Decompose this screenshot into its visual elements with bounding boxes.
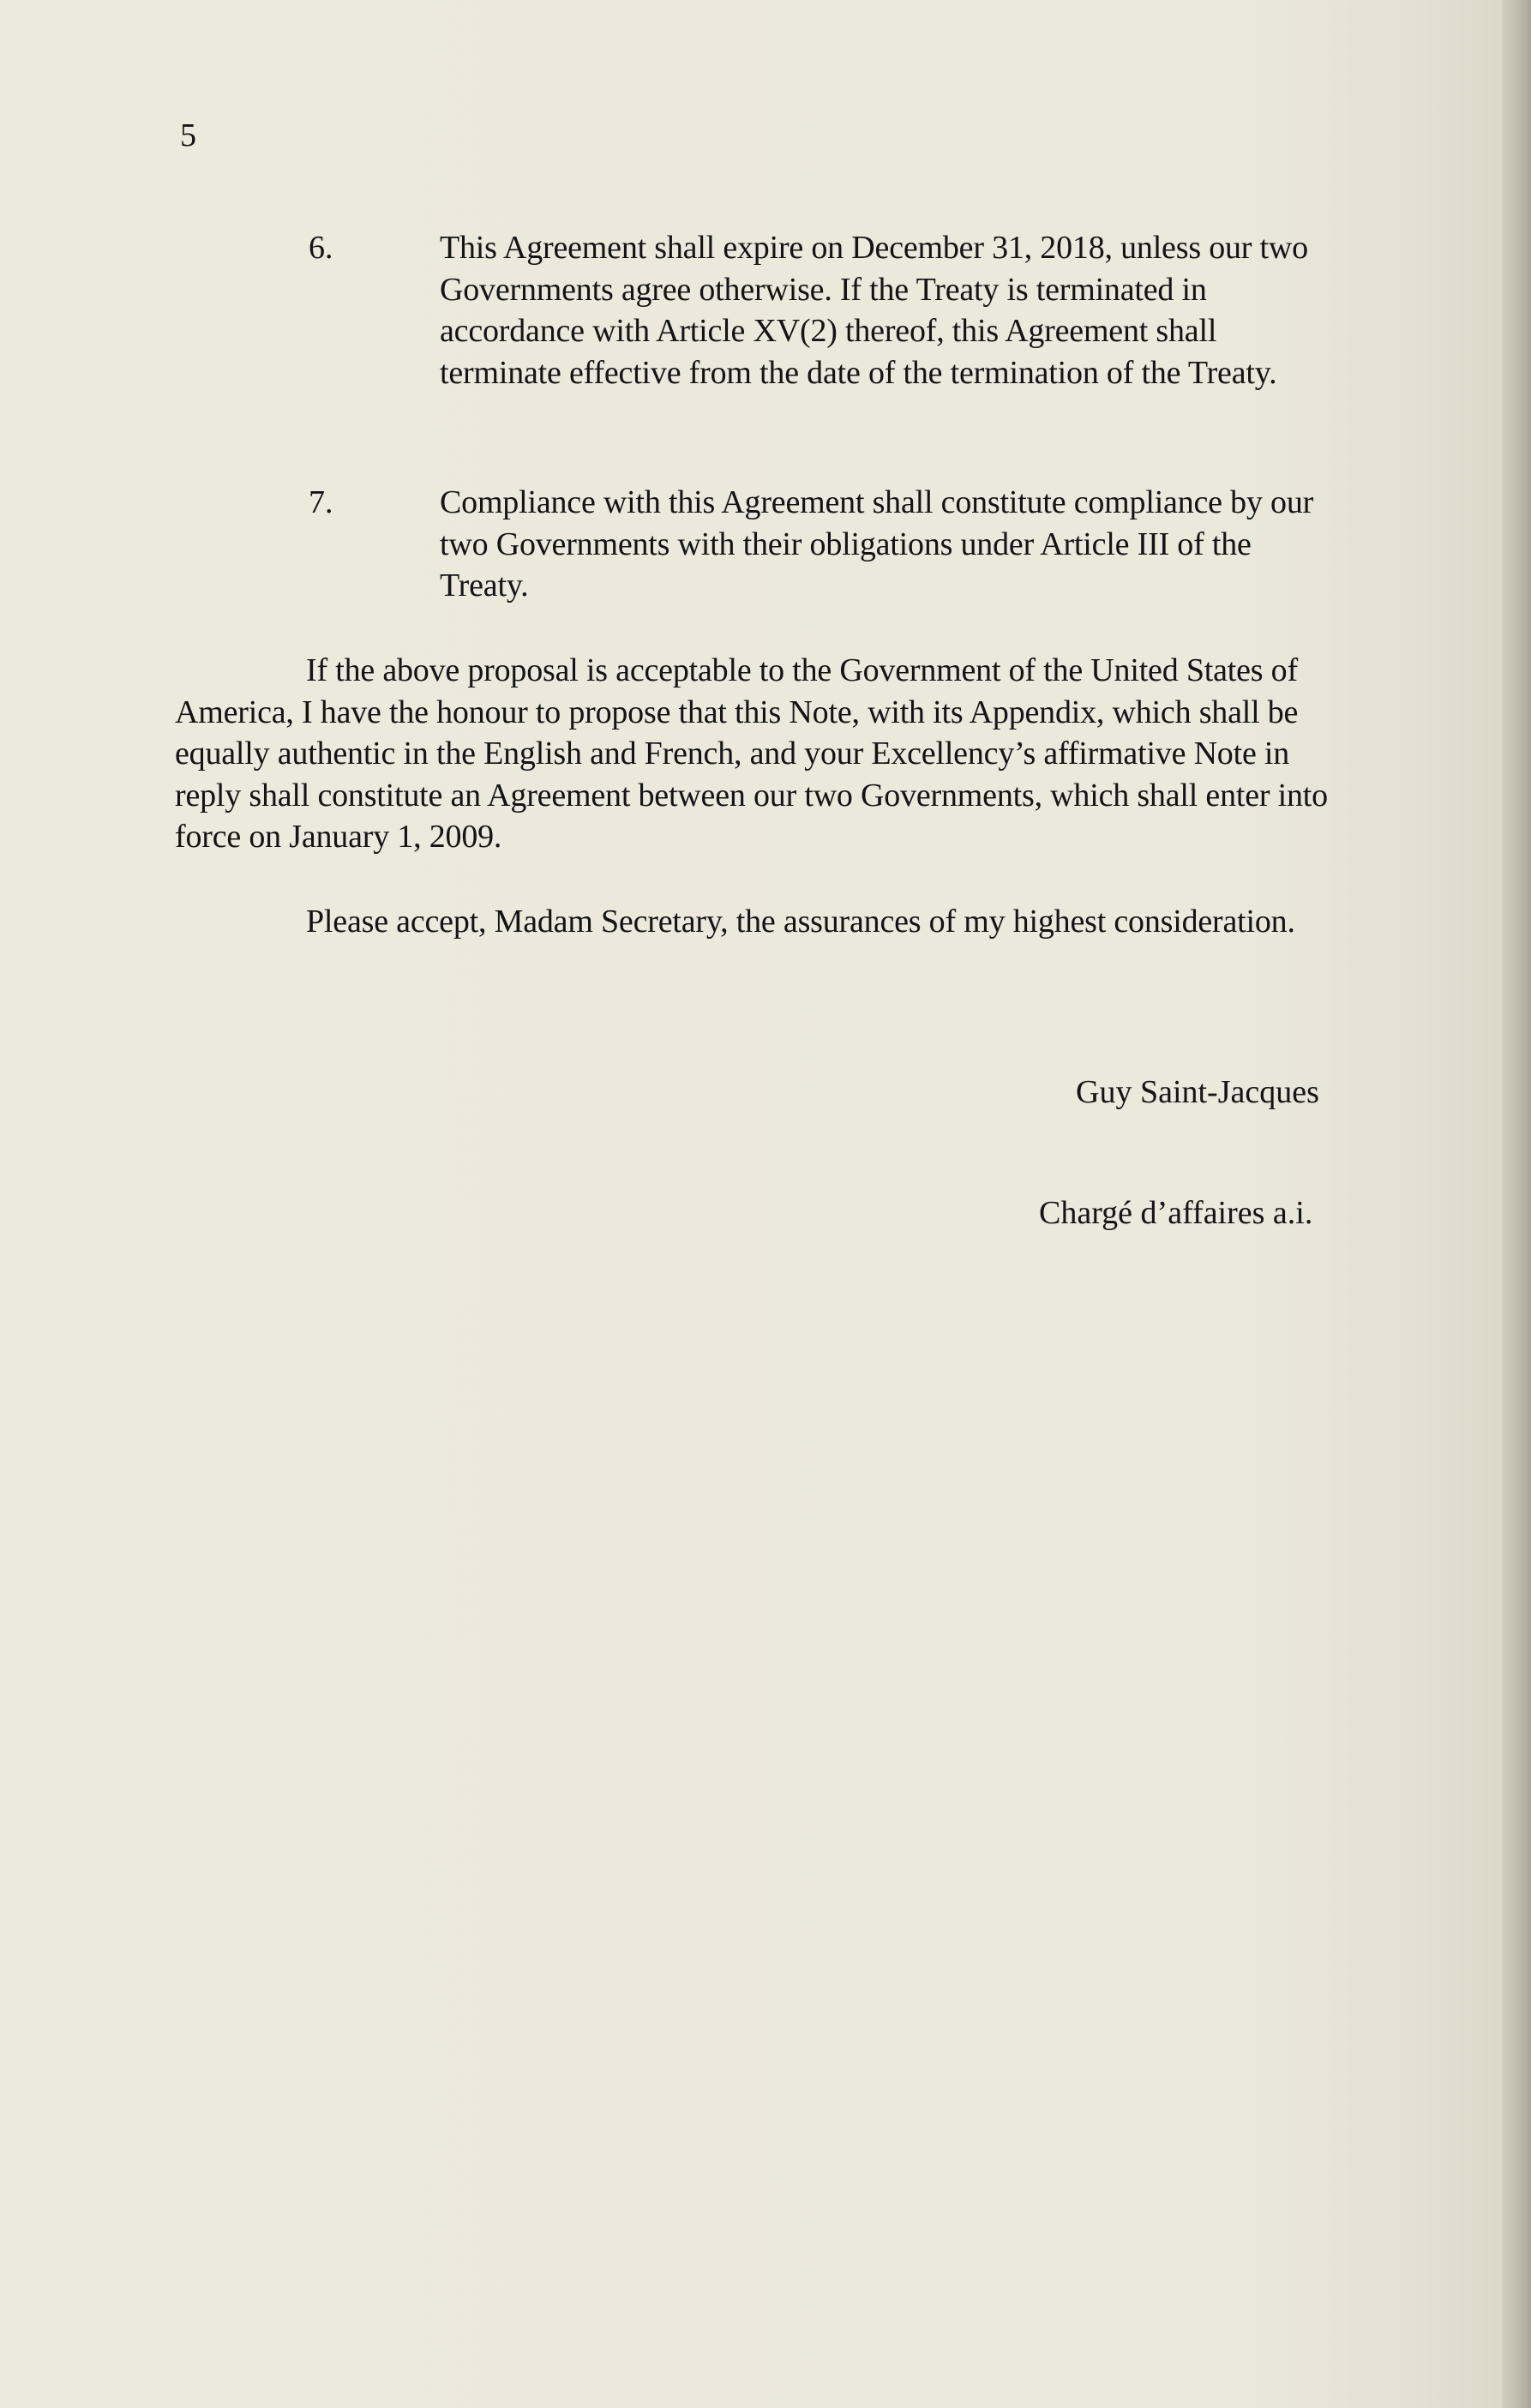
item-number: 6. [309,230,333,266]
page-binding-edge [1502,0,1531,2408]
page-number: 5 [180,117,196,153]
signatory-title: Chargé d’affaires a.i. [1039,1195,1313,1231]
item-number: 7. [309,484,333,520]
signatory-name: Guy Saint-Jacques [1076,1074,1319,1110]
item-text: Compliance with this Agreement shall constitute compliance by our two Governments with their obligations under Article III of the Treaty. [440,484,1314,604]
proposal-paragraph: If the above proposal is acceptable to the Government of the United States of America, I have the honour to propose that this Note, with its Appendix, which shall be equally authentic in the English and French, and your Excellency’s affirmative Note in reply shall constitute an Agreement between our two Governments, which shall enter into force on January 1, 2009. [175,652,1328,855]
item-text: This Agreement shall expire on December 31, 2018, unless our two Governments agree otherwise. If the Treaty is terminated in accordance with Article XV(2) thereof, this Agreement shall terminate effective from the date of the termination of the Treaty. [440,230,1308,391]
closing-paragraph: Please accept, Madam Secretary, the assurances of my highest consideration. [306,904,1295,940]
